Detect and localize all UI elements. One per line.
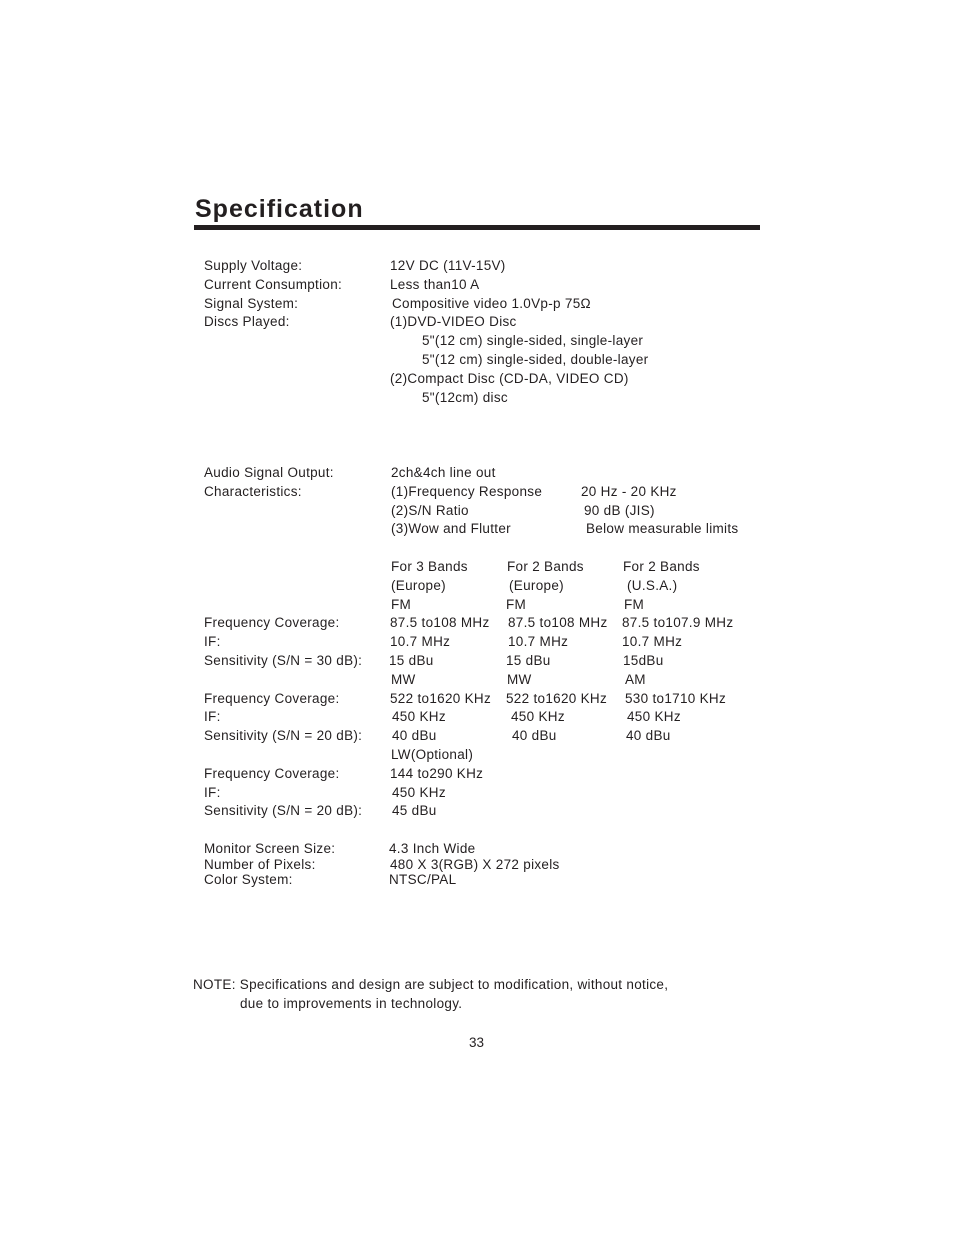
mw-frequency-value: 522 to1620 KHz [506,691,608,706]
lw-frequency-label: Frequency Coverage: [204,766,340,781]
mw-if-value: 450 KHz [511,709,565,724]
color-system-value: NTSC/PAL [389,872,457,887]
mw-frequency-value: 522 to1620 KHz [390,691,492,706]
fm-if-value: 10.7 MHz [508,634,569,649]
lw-frequency-value: 144 to290 KHz [390,766,484,781]
mw-sensitivity-label: Sensitivity (S/N = 20 dB): [204,728,363,743]
mw-if-value: 450 KHz [627,709,681,724]
fm-head: FM [624,597,645,612]
fm-frequency-value: 87.5 to107.9 MHz [622,615,734,630]
discs-played-value: (1)DVD-VIDEO Disc [390,314,517,329]
fm-frequency-value: 87.5 to108 MHz [390,615,490,630]
audio-output-value: 2ch&4ch line out [391,465,496,480]
characteristic-value: Below measurable limits [586,521,739,536]
mw-head: MW [507,672,532,687]
fm-head: FM [506,597,527,612]
mw-sensitivity-value: 40 dBu [512,728,557,743]
fm-if-label: IF: [204,634,221,649]
signal-system-label: Signal System: [204,296,299,311]
supply-voltage-label: Supply Voltage: [204,258,303,273]
characteristics-label: Characteristics: [204,484,302,499]
band-header: For 3 Bands [391,559,468,574]
characteristic-name: (2)S/N Ratio [391,503,469,518]
fm-sensitivity-value: 15dBu [623,653,664,668]
band-region: (Europe) [509,578,564,593]
disc-spec-line: (2)Compact Disc (CD-DA, VIDEO CD) [390,371,629,386]
fm-sensitivity-value: 15 dBu [506,653,551,668]
characteristic-value: 20 Hz - 20 KHz [581,484,677,499]
lw-if-label: IF: [204,785,221,800]
mw-if-label: IF: [204,709,221,724]
mw-sensitivity-value: 40 dBu [626,728,671,743]
mw-frequency-value: 530 to1710 KHz [625,691,727,706]
page-number: 33 [469,1035,485,1050]
mw-sensitivity-value: 40 dBu [392,728,437,743]
fm-if-value: 10.7 MHz [622,634,683,649]
mw-if-value: 450 KHz [392,709,446,724]
pixels-value: 480 X 3(RGB) X 272 pixels [390,857,560,872]
disc-spec-line: 5"(12 cm) single-sided, single-layer [422,333,644,348]
band-header: For 2 Bands [507,559,584,574]
characteristic-name: (1)Frequency Response [391,484,543,499]
title-underline [194,225,760,230]
band-region: (Europe) [391,578,446,593]
lw-if-value: 450 KHz [392,785,446,800]
page-title: Specification [195,195,364,223]
monitor-size-value: 4.3 Inch Wide [389,841,476,856]
disc-spec-line: 5"(12cm) disc [422,390,508,405]
note-line-1: NOTE: Specifications and design are subject to modification, without notice, [193,977,669,992]
lw-sensitivity-value: 45 dBu [392,803,437,818]
current-consumption-value: Less than10 A [390,277,480,292]
discs-played-label: Discs Played: [204,314,290,329]
fm-sensitivity-value: 15 dBu [389,653,434,668]
signal-system-value: Compositive video 1.0Vp-p 75Ω [392,296,591,311]
fm-head: FM [391,597,412,612]
current-consumption-label: Current Consumption: [204,277,343,292]
band-header: For 2 Bands [623,559,700,574]
audio-output-label: Audio Signal Output: [204,465,334,480]
disc-spec-line: 5"(12 cm) single-sided, double-layer [422,352,649,367]
mw-head: MW [391,672,416,687]
fm-if-value: 10.7 MHz [390,634,451,649]
note-line-2: due to improvements in technology. [240,996,463,1011]
characteristic-value: 90 dB (JIS) [584,503,655,518]
monitor-size-label: Monitor Screen Size: [204,841,336,856]
supply-voltage-value: 12V DC (11V-15V) [390,258,506,273]
lw-sensitivity-label: Sensitivity (S/N = 20 dB): [204,803,363,818]
mw-frequency-label: Frequency Coverage: [204,691,340,706]
pixels-label: Number of Pixels: [204,857,316,872]
lw-head: LW(Optional) [391,747,474,762]
characteristic-name: (3)Wow and Flutter [391,521,511,536]
band-region: (U.S.A.) [627,578,678,593]
fm-frequency-label: Frequency Coverage: [204,615,340,630]
fm-sensitivity-label: Sensitivity (S/N = 30 dB): [204,653,363,668]
fm-frequency-value: 87.5 to108 MHz [508,615,608,630]
color-system-label: Color System: [204,872,293,887]
am-head: AM [625,672,646,687]
